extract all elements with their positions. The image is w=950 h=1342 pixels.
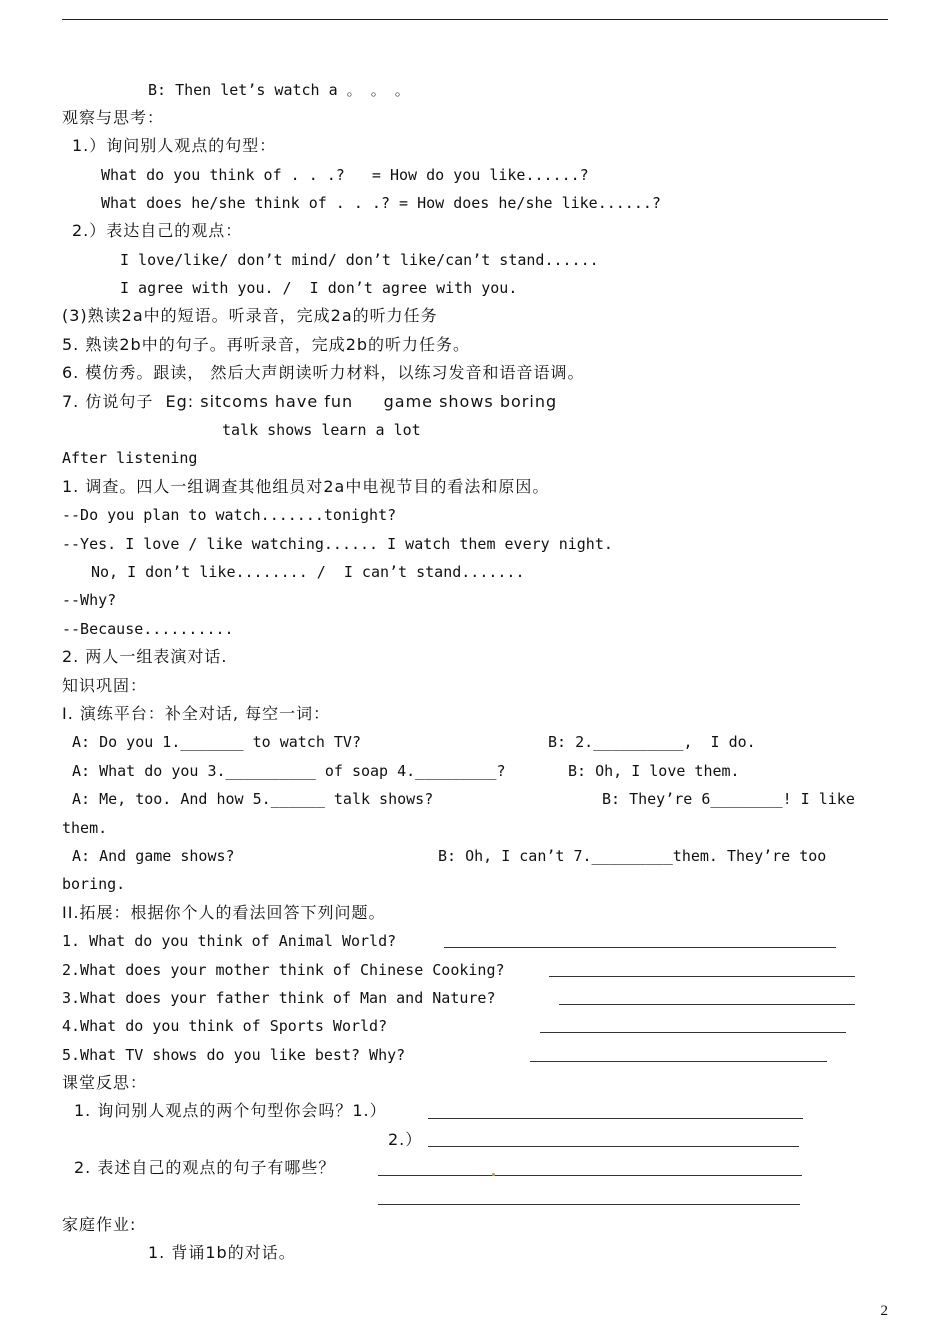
section-heading-consolidation: 知识巩固：: [62, 676, 148, 695]
exercise-line: A: And game shows?: [72, 847, 235, 865]
exercise-line: A: Do you 1._______ to watch TV?: [72, 733, 361, 751]
header-rule: [62, 19, 888, 20]
question-line: 5.What TV shows do you like best? Why?: [62, 1046, 406, 1064]
exercise-line: A: Me, too. And how 5.______ talk shows?: [72, 790, 434, 808]
question-line: 4.What do you think of Sports World?: [62, 1017, 388, 1035]
task-line: 2. 两人一组表演对话.: [62, 647, 228, 666]
answer-blank[interactable]: [428, 1118, 803, 1119]
reflection-line: 2. 表述自己的观点的句子有哪些？: [74, 1158, 336, 1177]
dialogue-line: No, I don’t like........ / I can’t stand.......: [91, 563, 525, 581]
task-line: 6. 模仿秀。跟读， 然后大声朗读听力材料，以练习发音和语音语调。: [62, 363, 585, 382]
exercise-line: B: Oh, I can’t 7._________them. They’re too: [438, 847, 827, 865]
exercise-line: boring.: [62, 875, 126, 893]
task-line: 5. 熟读2b中的句子。再听录音，完成2b的听力任务。: [62, 335, 471, 354]
dialogue-line: --Yes. I love / like watching...... I watch them every night.: [62, 535, 613, 553]
reflection-line: 1. 询问别人观点的两个句型你会吗？1.）: [74, 1101, 387, 1120]
answer-blank[interactable]: [559, 1004, 855, 1005]
section-heading-after-listening: After listening: [62, 449, 198, 467]
homework-item: 1. 背诵1b的对话。: [148, 1243, 296, 1262]
reflection-line: 2.）: [388, 1130, 423, 1149]
section-heading-homework: 家庭作业:: [62, 1215, 137, 1234]
pattern-line: I agree with you. / I don’t agree with you.: [120, 279, 518, 297]
exercise-heading: I. 演练平台：补全对话, 每空一词：: [62, 704, 331, 723]
exercise-line: B: Oh, I love them.: [568, 762, 740, 780]
answer-blank[interactable]: [540, 1032, 846, 1033]
pattern-line: What do you think of . . .? = How do you like......?: [101, 166, 589, 184]
answer-blank[interactable]: [549, 976, 855, 977]
exercise-line: B: 2.__________, I do.: [548, 733, 756, 751]
page-number: 2: [880, 1303, 888, 1319]
task-line: talk shows learn a lot: [222, 421, 421, 439]
answer-blank[interactable]: [444, 947, 836, 948]
exercise-line: B: They’re 6________! I like: [602, 790, 855, 808]
subheading-ask-opinion: 1.）询问别人观点的句型：: [72, 136, 277, 155]
answer-blank[interactable]: [378, 1175, 802, 1176]
task-line: 1. 调查。四人一组调查其他组员对2a中电视节目的看法和原因。: [62, 477, 550, 496]
task-line: (3)熟读2a中的短语。听录音，完成2a的听力任务: [62, 306, 438, 325]
dialogue-line: --Because..........: [62, 620, 234, 638]
pattern-line: What does he/she think of . . .? = How does he/she like......?: [101, 194, 661, 212]
question-line: 2.What does your mother think of Chinese Cooking?: [62, 961, 505, 979]
question-line: 1. What do you think of Animal World?: [62, 932, 397, 950]
exercise-line: A: What do you 3.__________ of soap 4._________?: [72, 762, 506, 780]
answer-blank[interactable]: [378, 1204, 800, 1205]
pattern-line: I love/like/ don’t mind/ don’t like/can’t stand......: [120, 251, 599, 269]
section-heading-reflection: 课堂反思：: [62, 1073, 148, 1092]
answer-blank[interactable]: [428, 1146, 799, 1147]
section-heading-observe: 观察与思考：: [62, 108, 165, 127]
task-line: 7. 仿说句子 Eg: sitcoms have fun game shows boring: [62, 392, 558, 411]
question-line: 3.What does your father think of Man and Nature?: [62, 989, 496, 1007]
exercise-line: them.: [62, 819, 108, 837]
subheading-express-opinion: 2.）表达自己的观点：: [72, 221, 243, 240]
dialogue-line: --Why?: [62, 591, 117, 609]
stray-mark: [492, 1173, 495, 1176]
dialogue-line: --Do you plan to watch.......tonight?: [62, 506, 397, 524]
answer-blank[interactable]: [530, 1061, 827, 1062]
dialogue-line: B: Then let’s watch a 。 。 。: [148, 81, 410, 99]
exercise-heading: II.拓展：根据你个人的看法回答下列问题。: [62, 903, 386, 922]
